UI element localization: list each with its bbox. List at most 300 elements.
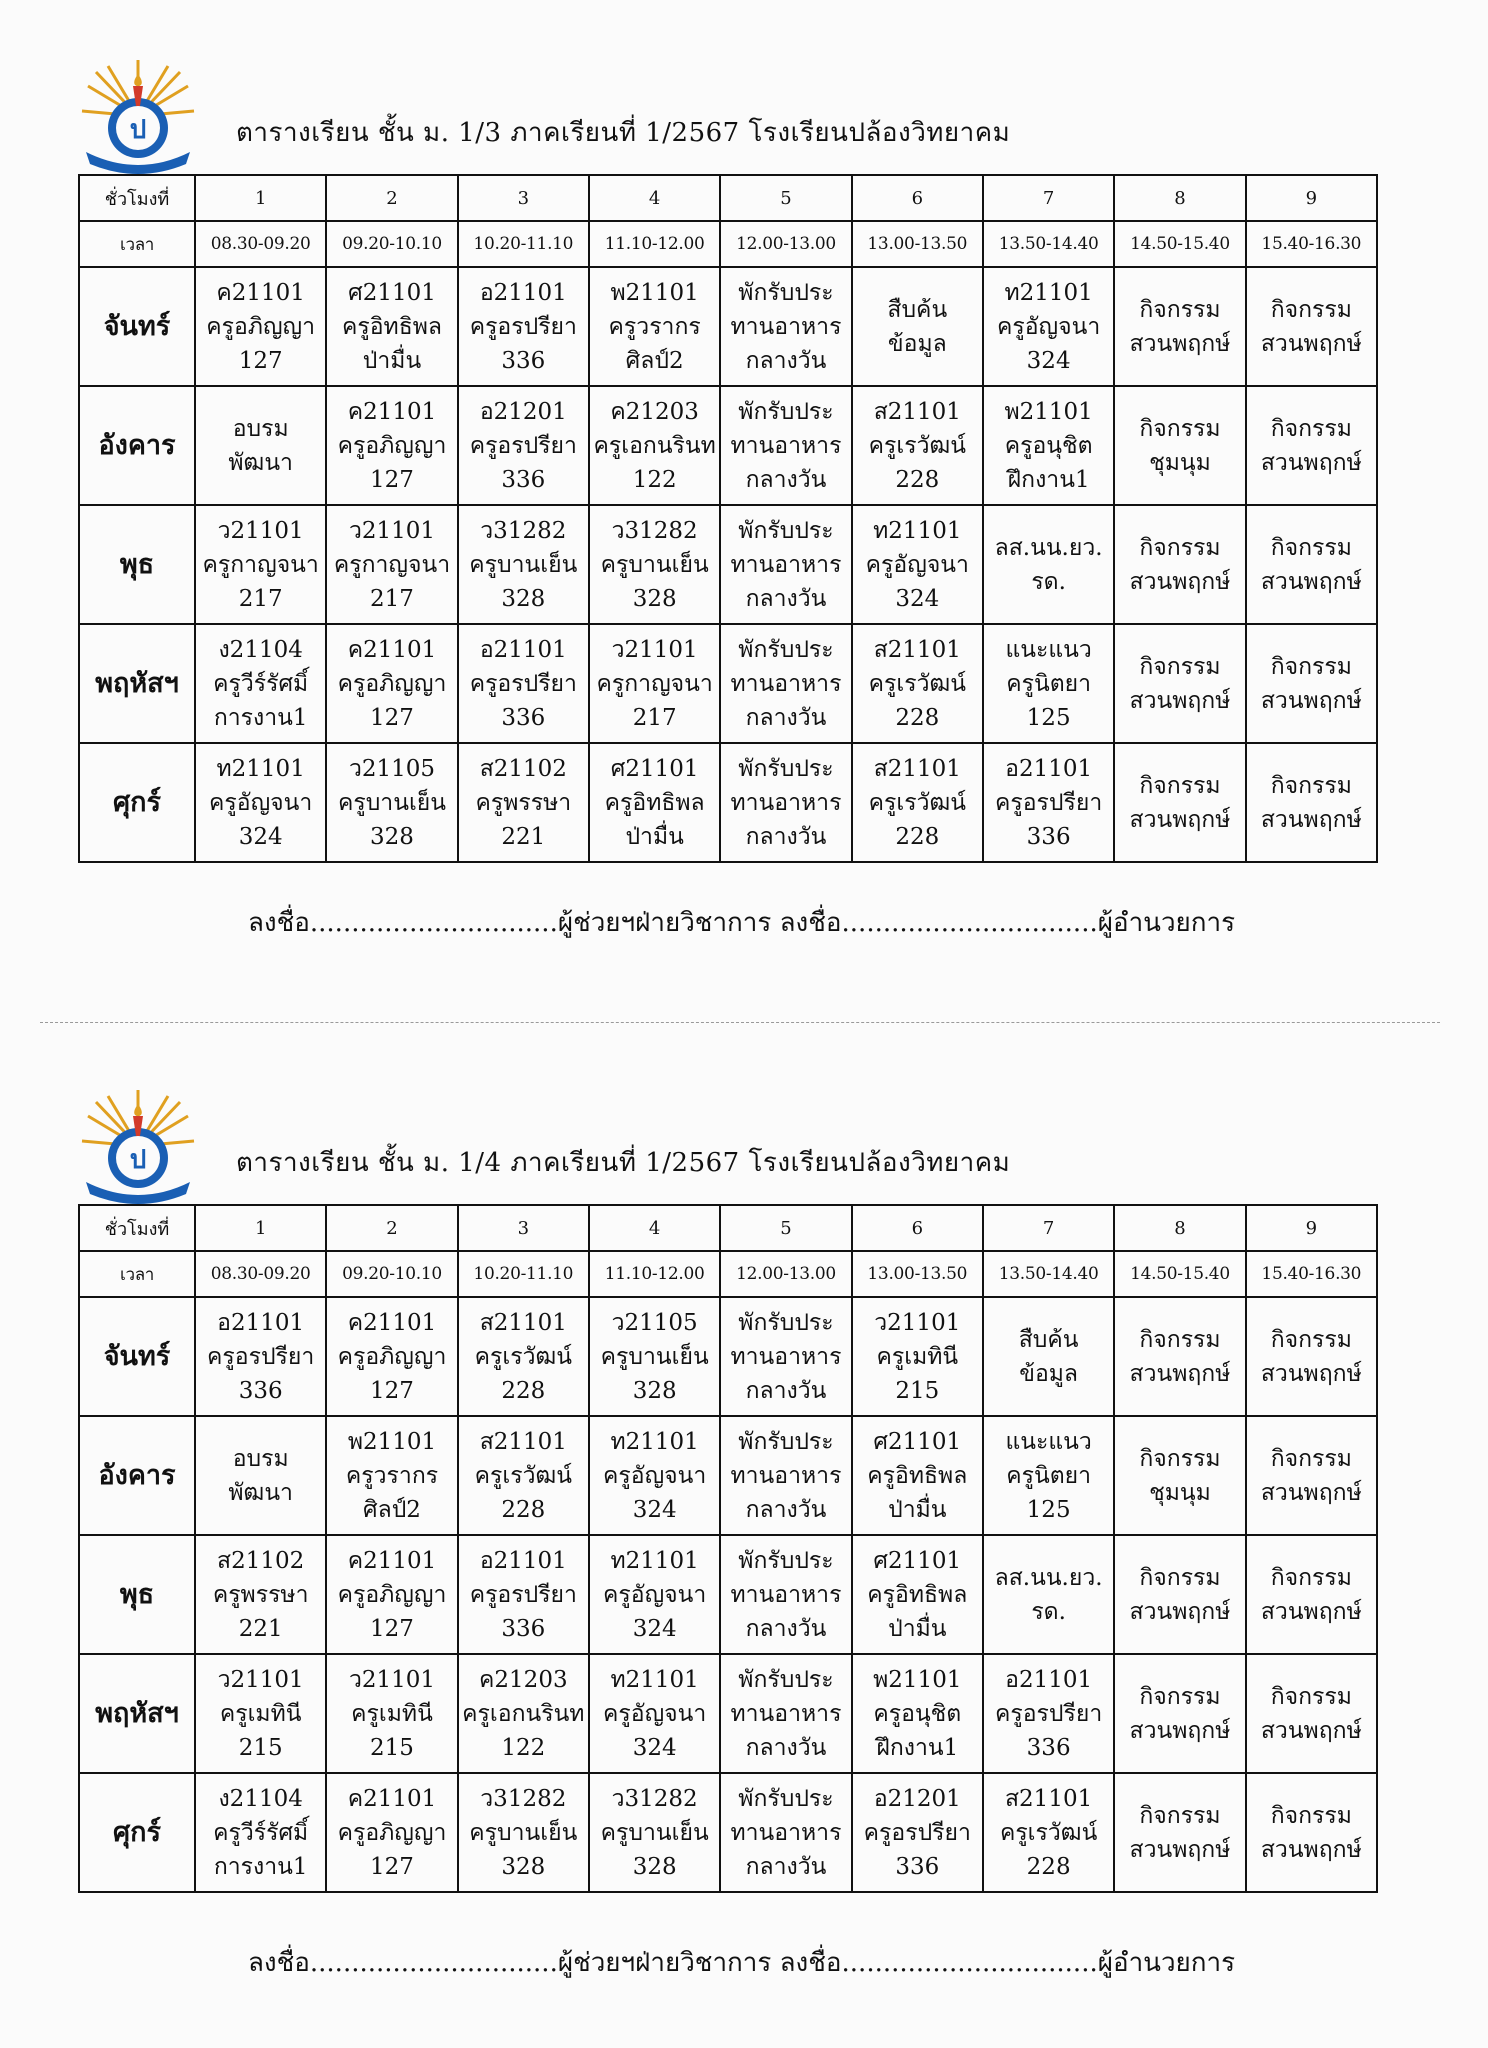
cell-room: กลางวัน [745,704,827,731]
cell-teacher: ครูอัญจนา [603,1462,707,1489]
schedule-cell [589,386,720,505]
schedule-cell [458,1416,589,1535]
cell-teacher: ครูบานเย็น [469,551,578,578]
schedule-cell [589,1773,720,1892]
cell-teacher: ครูเรวัฒน์ [999,1819,1098,1846]
day-row [79,1297,1377,1416]
cell-subject: กิจกรรม [1270,1802,1352,1829]
time-slot: 09.20-10.10 [326,1251,457,1297]
day-name: อังคาร [79,386,195,505]
period-number: 6 [852,1205,983,1251]
period-number: 1 [195,175,326,221]
cell-subject: ส21101 [1005,1785,1093,1812]
schedule-cell [195,624,326,743]
cell-room: 127 [370,1853,414,1880]
cell-subject: ลส.นน.ยว. [994,534,1103,561]
signature-line: ลงชื่อ..............................ผู้ช่วยฯฝ่ายวิชาการ ลงชื่อ...............................ผู้อำนวยการ [248,1948,1236,1978]
cell-subject: ง21104 [218,1785,303,1812]
schedule-cell [1246,1535,1377,1654]
schedule-cell [1114,1297,1245,1416]
period-number: 8 [1114,1205,1245,1251]
period-number: 9 [1246,1205,1377,1251]
cell-teacher: ครูเอกนรินท [462,1700,585,1727]
cell-subject: ส21101 [873,398,961,425]
schedule-cell [326,1773,457,1892]
schedule-cell [720,743,851,862]
cell-teacher: ครูอภิญญา [337,1343,447,1370]
schedule-cell [589,743,720,862]
schedule-cell [195,1535,326,1654]
time-slot: 15.40-16.30 [1246,221,1377,267]
period-number: 9 [1246,175,1377,221]
schedule-cell [720,267,851,386]
day-row [79,386,1377,505]
day-name: พฤหัสฯ [79,1654,195,1773]
cell-subject: กิจกรรม [1270,534,1352,561]
day-name: จันทร์ [79,1297,195,1416]
cell-room: กลางวัน [745,823,827,850]
schedule-cell [720,1535,851,1654]
cell-subject: ค21101 [347,1547,437,1574]
schedule-cell [1114,267,1245,386]
cell-teacher: ครูเมทินี [876,1343,959,1370]
cell-teacher: ทานอาหาร [730,670,842,697]
cell-teacher: ครูเรวัฒน์ [474,1343,572,1370]
cell-room: 125 [1026,1496,1071,1523]
schedule-cell [720,386,851,505]
schedule-cell [458,624,589,743]
cell-room: 125 [1026,704,1071,731]
schedule-cell [852,743,983,862]
time-header-label: เวลา [79,221,195,267]
cell-subject: แนะแนว [1005,636,1092,663]
cell-teacher: ครูอรปรียา [863,1819,971,1846]
schedule-cell [1114,1773,1245,1892]
schedule-cell [195,1416,326,1535]
cell-subject: ส21101 [873,636,961,663]
day-name: ศุกร์ [79,1773,195,1892]
cell-subject: ค21101 [347,1309,437,1336]
cell-subject: ค21203 [479,1666,568,1693]
cell-subject: กิจกรรม [1139,1445,1221,1472]
cell-subject: พักรับประ [738,636,834,663]
cell-subject: กิจกรรม [1270,653,1352,680]
cell-subject: ว31282 [480,1785,567,1812]
cell-teacher: ครูนิตยา [1006,1462,1092,1489]
svg-text:ป: ป [129,115,147,145]
cell-teacher: ครูอรปรียา [469,432,577,459]
cell-room: ป่ามื่น [362,347,422,374]
cell-room: 217 [370,585,414,612]
cell-teacher: สวนพฤกษ์ [1260,1479,1362,1506]
cell-subject: กิจกรรม [1139,415,1221,442]
cell-teacher: ครูเรวัฒน์ [474,1462,572,1489]
cell-teacher: ข้อมูล [887,330,947,357]
cell-teacher: ครูบานเย็น [600,1343,709,1370]
cell-teacher: ทานอาหาร [730,313,842,340]
cell-room: 328 [370,823,414,850]
cell-teacher: ครูอรปรียา [469,1581,577,1608]
cell-teacher: ชุมนุม [1149,1479,1211,1506]
schedule-cell [589,1297,720,1416]
cell-subject: ว21105 [348,755,436,782]
cell-room: 336 [501,704,546,731]
cell-room: 221 [501,823,546,850]
cell-room: 228 [895,466,940,493]
cell-room: 324 [895,585,940,612]
cell-room: 328 [501,585,546,612]
cell-teacher: ครูอรปรียา [207,1343,315,1370]
cell-teacher: ทานอาหาร [730,1819,842,1846]
cell-subject: อ21101 [1005,755,1093,782]
period-number: 8 [1114,175,1245,221]
time-slot: 13.00-13.50 [852,221,983,267]
cell-room: 336 [238,1377,283,1404]
school-logo [78,1086,198,1206]
cell-teacher: ทานอาหาร [730,432,842,459]
schedule-cell [1246,1773,1377,1892]
cell-room: 228 [501,1496,546,1523]
schedule-cell [195,743,326,862]
schedule-cell [1114,505,1245,624]
cell-teacher: ครูวรากร [345,1462,439,1489]
time-slot: 14.50-15.40 [1114,1251,1245,1297]
cell-subject: ว21101 [348,517,436,544]
cell-room: กลางวัน [745,347,827,374]
cell-subject: อ21201 [873,1785,961,1812]
cell-room: 215 [370,1734,414,1761]
cell-teacher: ชุมนุม [1149,449,1211,476]
cell-subject: ว31282 [480,517,567,544]
schedule-cell [1246,1297,1377,1416]
period-header-label: ชั่วโมงที่ [79,1205,195,1251]
cell-teacher: พัฒนา [228,1479,293,1506]
cell-teacher: ครูเมทินี [351,1700,433,1727]
period-number: 7 [983,1205,1114,1251]
cell-subject: ท21101 [610,1547,699,1574]
cell-subject: ส21102 [217,1547,305,1574]
time-header-label: เวลา [79,1251,195,1297]
time-slot: 12.00-13.00 [720,1251,851,1297]
cell-subject: ท21101 [873,517,962,544]
cell-teacher: ครูอัญจนา [865,551,969,578]
period-header-row [79,1205,1377,1251]
time-slot: 10.20-11.10 [458,1251,589,1297]
cell-room: 122 [632,466,677,493]
cell-room: ฝึกงาน1 [1007,466,1090,493]
schedule-cell [1246,386,1377,505]
cell-teacher: ทานอาหาร [730,551,842,578]
period-number: 5 [720,1205,851,1251]
cell-teacher: พัฒนา [228,449,293,476]
cell-teacher: สวนพฤกษ์ [1129,1360,1231,1387]
schedule-cell [720,505,851,624]
cell-subject: ศ21101 [348,279,436,306]
cell-teacher: ครูอัญจนา [603,1581,707,1608]
cell-subject: ว21101 [348,1666,436,1693]
cell-subject: ลส.นน.ยว. [994,1564,1103,1591]
period-number: 3 [458,175,589,221]
cell-subject: พักรับประ [738,398,834,425]
cell-teacher: ครูอรปรียา [995,789,1103,816]
cell-room: 336 [501,1615,546,1642]
cell-subject: ว21101 [217,1666,304,1693]
cell-subject: แนะแนว [1005,1428,1092,1455]
cell-teacher: ครูอภิญญา [337,1819,447,1846]
cell-teacher: ครูอนุชิต [1004,432,1093,459]
cell-room: 228 [1026,1853,1071,1880]
cell-room: กลางวัน [745,1496,827,1523]
time-slot: 11.10-12.00 [589,1251,720,1297]
cell-teacher: ครูอัญจนา [997,313,1101,340]
schedule-cell [852,1535,983,1654]
schedule-cell [720,1654,851,1773]
cell-subject: พักรับประ [738,1428,834,1455]
cell-subject: สืบค้น [1018,1326,1079,1353]
cell-subject: พักรับประ [738,1785,834,1812]
cell-room: 127 [238,347,283,374]
cell-subject: กิจกรรม [1270,772,1352,799]
cell-room: 127 [370,704,414,731]
time-slot: 14.50-15.40 [1114,221,1245,267]
cell-teacher: ครูอัญจนา [209,789,313,816]
cell-subject: ว21105 [611,1309,698,1336]
cell-subject: ศ21101 [873,1547,962,1574]
schedule-cell [983,1297,1114,1416]
cell-room: 127 [370,1377,414,1404]
time-row [79,221,1377,267]
period-number: 5 [720,175,851,221]
day-name: อังคาร [79,1416,195,1535]
cell-teacher: ครูอัญจนา [603,1700,707,1727]
cell-subject: กิจกรรม [1270,296,1352,323]
cell-teacher: ครูอรปรียา [469,313,577,340]
timetable [78,1204,1378,1893]
cell-subject: อ21101 [479,636,567,663]
cell-subject: กิจกรรม [1139,1564,1221,1591]
cell-teacher: สวนพฤกษ์ [1129,806,1231,833]
time-slot: 08.30-09.20 [195,1251,326,1297]
cell-subject: ว21101 [874,1309,961,1336]
schedule-cell [1246,1654,1377,1773]
schedule-cell [326,624,457,743]
cell-teacher: ครูเมทินี [219,1700,302,1727]
cell-room: กลางวัน [745,1734,827,1761]
time-slot: 09.20-10.10 [326,221,457,267]
day-name: พุธ [79,505,195,624]
cell-subject: ส21102 [479,755,567,782]
schedule-cell [458,505,589,624]
cell-subject: อ21201 [479,398,567,425]
cell-subject: ว31282 [611,517,698,544]
schedule-cell [1114,1535,1245,1654]
schedule-cell [983,386,1114,505]
cell-teacher: ครูพรรษา [212,1581,309,1608]
cell-room: 127 [370,466,414,493]
time-slot: 13.50-14.40 [983,1251,1114,1297]
day-row [79,1416,1377,1535]
cell-subject: ค21101 [347,636,437,663]
schedule-cell [326,743,457,862]
schedule-cell [326,1297,457,1416]
day-row [79,505,1377,624]
cell-teacher: ทานอาหาร [730,789,842,816]
cell-teacher: สวนพฤกษ์ [1260,1598,1362,1625]
cell-subject: ท21101 [1004,279,1093,306]
schedule-cell [1246,743,1377,862]
day-row [79,1773,1377,1892]
cell-teacher: ครูอิทธิพล [341,313,442,340]
cell-subject: กิจกรรม [1270,1564,1352,1591]
schedule-cell [983,267,1114,386]
cell-subject: อบรม [232,415,289,442]
schedule-cell [1114,743,1245,862]
schedule-cell [852,1297,983,1416]
cell-subject: พักรับประ [738,1547,834,1574]
schedule-cell [1246,624,1377,743]
schedule-cell [852,267,983,386]
cell-subject: อ21101 [217,1309,305,1336]
cell-subject: ท21101 [216,755,305,782]
cell-subject: กิจกรรม [1139,653,1221,680]
cell-teacher: สวนพฤกษ์ [1129,1598,1231,1625]
cell-room: ฝึกงาน1 [876,1734,959,1761]
cell-room: ศิลป์2 [363,1496,421,1523]
cell-teacher: ครูเรวัฒน์ [868,432,966,459]
period-number: 2 [326,1205,457,1251]
schedule-cell [1114,1654,1245,1773]
cell-room: การงาน1 [213,1853,308,1880]
cell-teacher: ครูอิทธิพล [867,1581,968,1608]
period-number: 4 [589,175,720,221]
cell-teacher: สวนพฤกษ์ [1129,568,1231,595]
cell-teacher: ทานอาหาร [730,1700,842,1727]
cell-room: 228 [895,704,940,731]
cell-room: กลางวัน [745,1615,827,1642]
time-slot: 10.20-11.10 [458,221,589,267]
cell-room: 221 [238,1615,283,1642]
cell-subject: ส21101 [479,1428,567,1455]
schedule-cell [983,1535,1114,1654]
schedule-cell [1114,1416,1245,1535]
cell-subject: กิจกรรม [1139,1802,1221,1829]
cell-subject: พ21101 [610,279,699,306]
schedule-cell [589,624,720,743]
schedule-cell [852,1654,983,1773]
schedule-cell [983,624,1114,743]
cell-room: กลางวัน [745,466,827,493]
schedule-cell [852,1773,983,1892]
cell-subject: สืบค้น [887,296,948,323]
cell-room: 324 [632,1734,677,1761]
cell-teacher: ครูอภิญญา [337,1581,447,1608]
cell-subject: ศ21101 [873,1428,962,1455]
cell-subject: กิจกรรม [1139,296,1221,323]
cell-subject: ท21101 [610,1666,699,1693]
schedule-cell [1114,386,1245,505]
cell-room: 217 [632,704,677,731]
cell-teacher: ข้อมูล [1019,1360,1079,1387]
cell-teacher: ครูบานเย็น [600,1819,709,1846]
schedule-cell [326,386,457,505]
cell-teacher: ครูพรรษา [475,789,572,816]
schedule-cell [458,1773,589,1892]
cell-subject: พักรับประ [738,279,834,306]
period-number: 7 [983,175,1114,221]
cell-room: 336 [501,466,546,493]
cell-room: 215 [238,1734,283,1761]
cell-teacher: สวนพฤกษ์ [1260,806,1362,833]
schedule-cell [326,505,457,624]
cell-subject: พักรับประ [738,755,834,782]
schedule-cell [983,743,1114,862]
cell-subject: กิจกรรม [1270,1326,1352,1353]
cell-subject: พ21101 [873,1666,962,1693]
cell-subject: กิจกรรม [1139,534,1221,561]
cell-room: 215 [895,1377,940,1404]
cell-teacher: สวนพฤกษ์ [1260,1717,1362,1744]
cell-teacher: ครูอนุชิต [873,1700,962,1727]
cell-subject: ศ21101 [610,755,699,782]
cell-teacher: ครูเรวัฒน์ [868,670,966,697]
cell-room: กลางวัน [745,1377,827,1404]
cell-subject: กิจกรรม [1139,772,1221,799]
cell-teacher: ครูอิทธิพล [867,1462,968,1489]
schedule-cell [983,1654,1114,1773]
cell-subject: อบรม [232,1445,289,1472]
day-name: จันทร์ [79,267,195,386]
period-number: 2 [326,175,457,221]
schedule-cell [720,1416,851,1535]
cell-teacher: ครูวรากร [608,313,701,340]
schedule-cell [1246,505,1377,624]
period-number: 4 [589,1205,720,1251]
schedule-cell [720,624,851,743]
cell-room: ป่ามื่น [888,1615,947,1642]
cell-teacher: ครูวีร์รัศมิ์ [213,670,309,697]
cell-room: 324 [238,823,283,850]
cell-room: ป่ามื่น [625,823,684,850]
schedule-cell [195,267,326,386]
schedule-cell [195,505,326,624]
cell-room: 122 [501,1734,546,1761]
cell-teacher: สวนพฤกษ์ [1260,1360,1362,1387]
cell-teacher: ครูกาญจนา [596,670,713,697]
cell-teacher: ครูอภิญญา [337,670,447,697]
schedule-cell [589,505,720,624]
cell-room: 324 [632,1615,677,1642]
schedule-cell [326,267,457,386]
cell-subject: ว31282 [611,1785,698,1812]
cell-room: 336 [895,1853,940,1880]
cell-teacher: ครูบานเย็น [600,551,709,578]
cell-teacher: สวนพฤกษ์ [1129,1836,1231,1863]
cell-teacher: ครูเรวัฒน์ [868,789,966,816]
day-name: พุธ [79,1535,195,1654]
schedule-cell [458,1535,589,1654]
schedule-cell [1246,267,1377,386]
time-slot: 15.40-16.30 [1246,1251,1377,1297]
cell-teacher: สวนพฤกษ์ [1260,449,1362,476]
schedule-cell [326,1535,457,1654]
cell-subject: ว21101 [217,517,304,544]
schedule-cell [589,1416,720,1535]
schedule-cell [1114,624,1245,743]
cell-room: 328 [632,1853,677,1880]
cell-teacher: ครูวีร์รัศมิ์ [213,1819,309,1846]
cell-subject: อ21101 [479,279,567,306]
schedule-cell [852,624,983,743]
